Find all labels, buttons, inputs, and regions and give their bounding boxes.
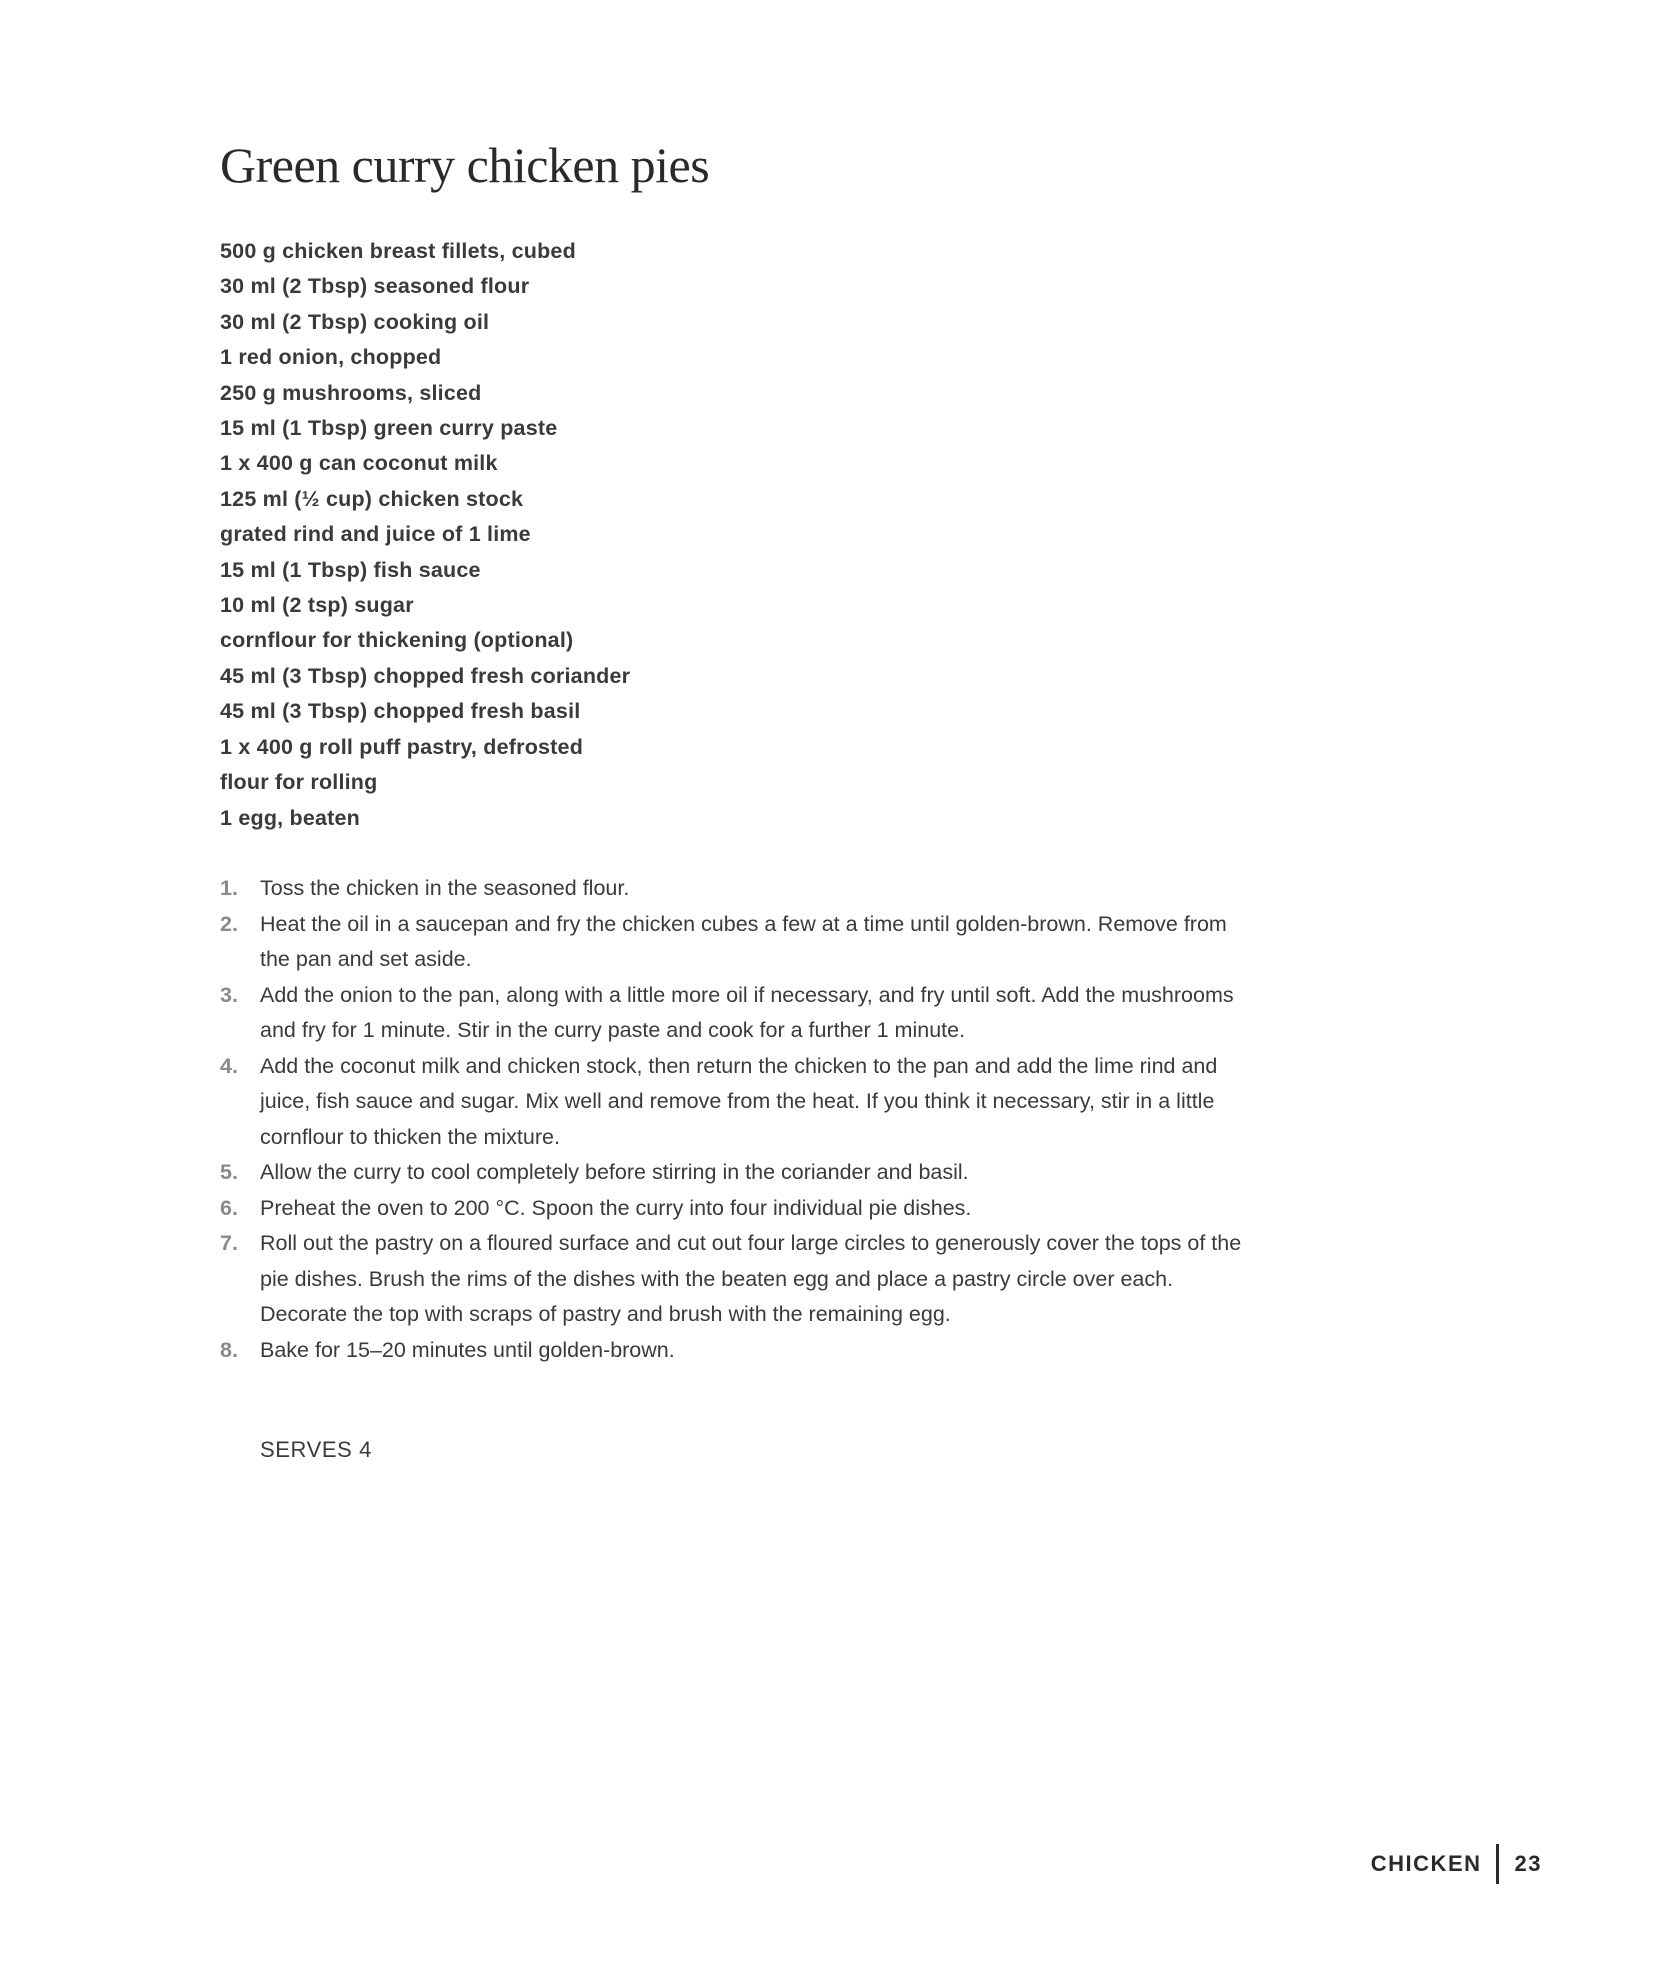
ingredient-item: 15 ml (1 Tbsp) green curry paste bbox=[220, 416, 558, 441]
method-step bbox=[220, 1191, 1260, 1227]
step-text: Toss the chicken in the seasoned flour. bbox=[260, 876, 630, 900]
method-step bbox=[220, 1049, 1260, 1156]
step-text: Heat the oil in a saucepan and fry the chicken cubes a few at a time until golden-brown. Remove from the pan and set aside. bbox=[260, 911, 1227, 971]
ingredient-item: 1 x 400 g roll puff pastry, defrosted bbox=[220, 734, 584, 759]
method-step bbox=[220, 907, 1260, 978]
ingredient-item: 45 ml (3 Tbsp) chopped fresh coriander bbox=[220, 663, 631, 688]
method-step bbox=[220, 1226, 1260, 1333]
serves-note: SERVES 4 bbox=[260, 1437, 373, 1462]
ingredient-item: 45 ml (3 Tbsp) chopped fresh basil bbox=[220, 699, 581, 724]
step-text: Add the onion to the pan, along with a little more oil if necessary, and fry until soft. Add the mushrooms and fry for 1 minute. Stir in the curry paste and cook for a further 1 minute. bbox=[260, 982, 1234, 1042]
step-number: 5. bbox=[220, 1160, 238, 1184]
ingredient-item: 1 red onion, chopped bbox=[220, 345, 442, 370]
ingredient-item: 250 g mushrooms, sliced bbox=[220, 380, 482, 405]
page-footer bbox=[1371, 1844, 1542, 1884]
ingredient-item: 30 ml (2 Tbsp) seasoned flour bbox=[220, 274, 530, 299]
ingredient-item: 30 ml (2 Tbsp) cooking oil bbox=[220, 309, 490, 334]
recipe-title: Green curry chicken pies bbox=[220, 137, 710, 193]
step-text: Roll out the pastry on a floured surface and cut out four large circles to generously cover the tops of the pie dishes. Brush the rims of the dishes with the beaten egg and place a pastry circle over each. Decorate the top with scraps of pastry and brush with the remaining egg. bbox=[260, 1231, 1242, 1326]
ingredient-item: 125 ml (½ cup) chicken stock bbox=[220, 486, 524, 511]
method-step bbox=[220, 1333, 1260, 1369]
ingredient-item: 500 g chicken breast fillets, cubed bbox=[220, 239, 576, 263]
step-number: 6. bbox=[220, 1195, 238, 1220]
ingredient-item: grated rind and juice of 1 lime bbox=[220, 522, 531, 547]
method-step bbox=[220, 871, 1260, 907]
method-step bbox=[220, 978, 1260, 1049]
step-text: Allow the curry to cool completely before stirring in the coriander and basil. bbox=[260, 1160, 969, 1184]
step-number: 4. bbox=[220, 1053, 238, 1078]
ingredient-item: 1 x 400 g can coconut milk bbox=[220, 451, 498, 476]
step-text: Bake for 15–20 minutes until golden-brown. bbox=[260, 1337, 675, 1362]
section-label: CHICKEN bbox=[1370, 1851, 1482, 1876]
ingredient-item: flour for rolling bbox=[220, 770, 378, 795]
step-number: 1. bbox=[220, 876, 238, 900]
page-number: 23 bbox=[1514, 1851, 1542, 1876]
step-text: Preheat the oven to 200 °C. Spoon the curry into four individual pie dishes. bbox=[260, 1195, 972, 1220]
step-text: Add the coconut milk and chicken stock, then return the chicken to the pan and add the lime rind and juice, fish sauce and sugar. Mix well and remove from the heat. If you think it necessary, stir in a little cornflour to thicken the mixture. bbox=[260, 1053, 1218, 1149]
method-step bbox=[220, 1155, 1260, 1191]
ingredient-item: 1 egg, beaten bbox=[220, 805, 360, 830]
footer-divider bbox=[1496, 1844, 1499, 1884]
ingredient-item: 15 ml (1 Tbsp) fish sauce bbox=[220, 557, 481, 582]
step-number: 3. bbox=[220, 982, 238, 1007]
step-number: 2. bbox=[220, 911, 238, 936]
ingredient-item: 10 ml (2 tsp) sugar bbox=[220, 593, 414, 618]
ingredients-list bbox=[220, 234, 630, 836]
method-steps bbox=[220, 871, 1260, 1368]
step-number: 7. bbox=[220, 1231, 238, 1255]
step-number: 8. bbox=[220, 1337, 238, 1362]
ingredient-item: cornflour for thickening (optional) bbox=[220, 628, 574, 653]
